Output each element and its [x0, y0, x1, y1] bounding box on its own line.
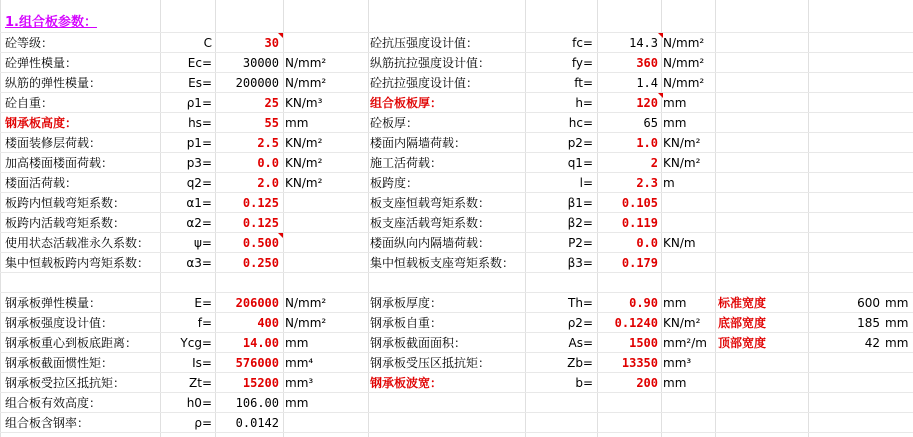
- param-label: 楼面纵向内隔墙荷载：: [370, 236, 491, 250]
- param-unit: mm³: [663, 356, 692, 370]
- param-symbol: ρ2=: [567, 316, 593, 330]
- param-symbol: fy=: [571, 56, 593, 70]
- width-label: 底部宽度: [718, 316, 767, 330]
- param-label: 施工活荷载：: [370, 156, 443, 170]
- param-unit: mm: [285, 336, 309, 350]
- param-label: 钢承板高度：: [5, 116, 78, 130]
- param-symbol: P2=: [568, 236, 593, 250]
- param-label: 集中恒载板支座弯矩系数：: [370, 256, 515, 270]
- param-unit: mm²/m: [663, 336, 707, 350]
- param-value: 106.00: [235, 396, 279, 410]
- param-value: 360: [636, 56, 658, 70]
- param-symbol: Th=: [568, 296, 593, 310]
- param-symbol: h0=: [186, 396, 212, 410]
- param-unit: mm: [285, 116, 309, 130]
- grid-hline: [0, 112, 913, 113]
- param-label: 集中恒载板跨内弯矩系数：: [5, 256, 150, 270]
- param-symbol: ρ1=: [186, 96, 212, 110]
- param-label: 砼抗压强度设计值：: [370, 36, 479, 50]
- section-title: 1.组合板参数：: [5, 15, 97, 30]
- param-unit: N/mm²: [285, 316, 327, 330]
- param-value: 400: [257, 316, 279, 330]
- param-label: 钢承板受压区抵抗矩：: [370, 356, 491, 370]
- param-value: 30: [264, 36, 279, 50]
- param-value: 120: [636, 96, 658, 110]
- param-label: 纵筋抗拉强度设计值：: [370, 56, 491, 70]
- param-label: 板跨内活载弯矩系数：: [5, 216, 126, 230]
- param-value: 200: [636, 376, 658, 390]
- param-value: 0.125: [242, 196, 279, 210]
- param-unit: KN/m³: [285, 96, 323, 110]
- param-label: 钢承板波宽：: [370, 376, 443, 390]
- grid-hline: [0, 172, 913, 173]
- param-label: 板支座活载弯矩系数：: [370, 216, 491, 230]
- param-unit: KN/m²: [663, 316, 701, 330]
- param-value: 14.3: [629, 36, 658, 50]
- param-symbol: h=: [575, 96, 593, 110]
- param-unit: mm⁴: [285, 356, 314, 370]
- param-value: 14.00: [242, 336, 279, 350]
- param-value: 0.125: [242, 216, 279, 230]
- width-label: 顶部宽度: [718, 336, 767, 350]
- param-value: 206000: [235, 296, 279, 310]
- param-symbol: hc=: [568, 116, 593, 130]
- param-value: 576000: [235, 356, 279, 370]
- param-value: 0.90: [629, 296, 658, 310]
- width-label: 标准宽度: [718, 296, 767, 310]
- width-value: 185: [857, 316, 880, 330]
- param-label: 砼自重：: [5, 96, 54, 110]
- param-unit: mm: [663, 116, 687, 130]
- param-symbol: b=: [575, 376, 593, 390]
- param-unit: N/mm²: [663, 56, 705, 70]
- param-value: 0.1240: [614, 316, 658, 330]
- width-unit: mm: [885, 336, 909, 350]
- param-unit: mm: [663, 96, 687, 110]
- param-symbol: E=: [194, 296, 212, 310]
- param-symbol: α3=: [186, 256, 212, 270]
- param-unit: N/mm²: [663, 76, 705, 90]
- param-unit: KN/m²: [285, 176, 323, 190]
- param-label: 砼抗拉强度设计值：: [370, 76, 479, 90]
- param-unit: N/mm²: [285, 56, 327, 70]
- param-symbol: Zt=: [189, 376, 212, 390]
- param-symbol: β3=: [567, 256, 593, 270]
- param-label: 钢承板强度设计值：: [5, 316, 114, 330]
- param-value: 0.500: [242, 236, 279, 250]
- param-value: 55: [264, 116, 279, 130]
- width-value: 42: [864, 336, 880, 350]
- param-value: 13350: [621, 356, 658, 370]
- param-symbol: p3=: [186, 156, 212, 170]
- param-label: 砼等级：: [5, 36, 54, 50]
- param-label: 组合板板厚：: [370, 96, 443, 110]
- param-unit: KN/m²: [285, 156, 323, 170]
- param-label: 纵筋的弹性模量：: [5, 76, 102, 90]
- param-symbol: ft=: [574, 76, 593, 90]
- param-label: 钢承板截面面积：: [370, 336, 467, 350]
- param-value: 2.5: [257, 136, 279, 150]
- grid-hline: [0, 412, 913, 413]
- param-value: 1.0: [636, 136, 658, 150]
- param-value: 65: [643, 116, 658, 130]
- param-label: 使用状态活载准永久系数：: [5, 236, 150, 250]
- param-unit: KN/m: [663, 236, 696, 250]
- param-label: 板支座恒载弯矩系数：: [370, 196, 491, 210]
- param-unit: mm: [285, 396, 309, 410]
- param-label: 钢承板截面惯性矩：: [5, 356, 114, 370]
- param-value: 0.0142: [235, 416, 279, 430]
- param-value: 1.4: [636, 76, 658, 90]
- param-value: 30000: [242, 56, 279, 70]
- comment-indicator-icon: [278, 33, 283, 38]
- param-symbol: β2=: [567, 216, 593, 230]
- param-symbol: ψ=: [194, 236, 212, 250]
- width-value: 600: [857, 296, 880, 310]
- param-value: 0.179: [621, 256, 658, 270]
- grid-hline: [0, 432, 913, 433]
- param-symbol: q1=: [567, 156, 593, 170]
- param-symbol: Is=: [192, 356, 212, 370]
- param-value: 15200: [242, 376, 279, 390]
- grid-hline: [0, 392, 913, 393]
- param-label: 砼弹性模量：: [5, 56, 78, 70]
- param-symbol: Zb=: [567, 356, 593, 370]
- param-label: 组合板含钢率：: [5, 416, 90, 430]
- param-symbol: l=: [579, 176, 593, 190]
- width-unit: mm: [885, 316, 909, 330]
- param-unit: mm³: [285, 376, 314, 390]
- param-unit: m: [663, 176, 675, 190]
- param-symbol: α2=: [186, 216, 212, 230]
- param-label: 钢承板自重：: [370, 316, 443, 330]
- param-unit: N/mm²: [285, 76, 327, 90]
- param-symbol: Ycg=: [180, 336, 212, 350]
- param-symbol: α1=: [186, 196, 212, 210]
- comment-indicator-icon: [278, 233, 283, 238]
- width-unit: mm: [885, 296, 909, 310]
- param-value: 2.0: [257, 176, 279, 190]
- param-symbol: C: [203, 36, 212, 50]
- param-label: 钢承板重心到板底距离：: [5, 336, 138, 350]
- param-symbol: ρ=: [194, 416, 212, 430]
- param-label: 楼面装修层荷载：: [5, 136, 102, 150]
- param-label: 组合板有效高度：: [5, 396, 102, 410]
- param-value: 0.119: [621, 216, 658, 230]
- grid-hline: [0, 292, 913, 293]
- param-unit: mm: [663, 296, 687, 310]
- param-value: 0.250: [242, 256, 279, 270]
- param-label: 楼面内隔墙荷载：: [370, 136, 467, 150]
- param-label: 砼板厚：: [370, 116, 419, 130]
- param-label: 钢承板弹性模量：: [5, 296, 102, 310]
- param-unit: KN/m²: [663, 136, 701, 150]
- grid-hline: [0, 312, 913, 313]
- param-symbol: As=: [568, 336, 593, 350]
- param-label: 钢承板厚度：: [370, 296, 443, 310]
- param-label: 板跨度：: [370, 176, 419, 190]
- param-symbol: f=: [197, 316, 212, 330]
- param-value: 2.3: [636, 176, 658, 190]
- param-symbol: fc=: [572, 36, 593, 50]
- param-label: 板跨内恒载弯矩系数：: [5, 196, 126, 210]
- param-label: 加高楼面楼面荷载：: [5, 156, 114, 170]
- param-symbol: Ec=: [187, 56, 212, 70]
- param-value: 25: [264, 96, 279, 110]
- param-unit: KN/m²: [285, 136, 323, 150]
- param-symbol: p1=: [186, 136, 212, 150]
- param-value: 1500: [629, 336, 658, 350]
- param-value: 0.0: [636, 236, 658, 250]
- param-value: 0.105: [621, 196, 658, 210]
- param-value: 2: [650, 156, 658, 170]
- comment-indicator-icon: [658, 33, 663, 38]
- param-unit: N/mm²: [663, 36, 705, 50]
- param-label: 钢承板受拉区抵抗矩：: [5, 376, 126, 390]
- param-value: 0.0: [257, 156, 279, 170]
- param-label: 楼面活荷载：: [5, 176, 78, 190]
- param-symbol: p2=: [567, 136, 593, 150]
- param-symbol: q2=: [186, 176, 212, 190]
- param-unit: KN/m²: [663, 156, 701, 170]
- param-value: 200000: [235, 76, 279, 90]
- param-unit: mm: [663, 376, 687, 390]
- param-symbol: Es=: [188, 76, 212, 90]
- comment-indicator-icon: [658, 93, 663, 98]
- param-unit: N/mm²: [285, 296, 327, 310]
- param-symbol: β1=: [567, 196, 593, 210]
- param-symbol: hs=: [188, 116, 212, 130]
